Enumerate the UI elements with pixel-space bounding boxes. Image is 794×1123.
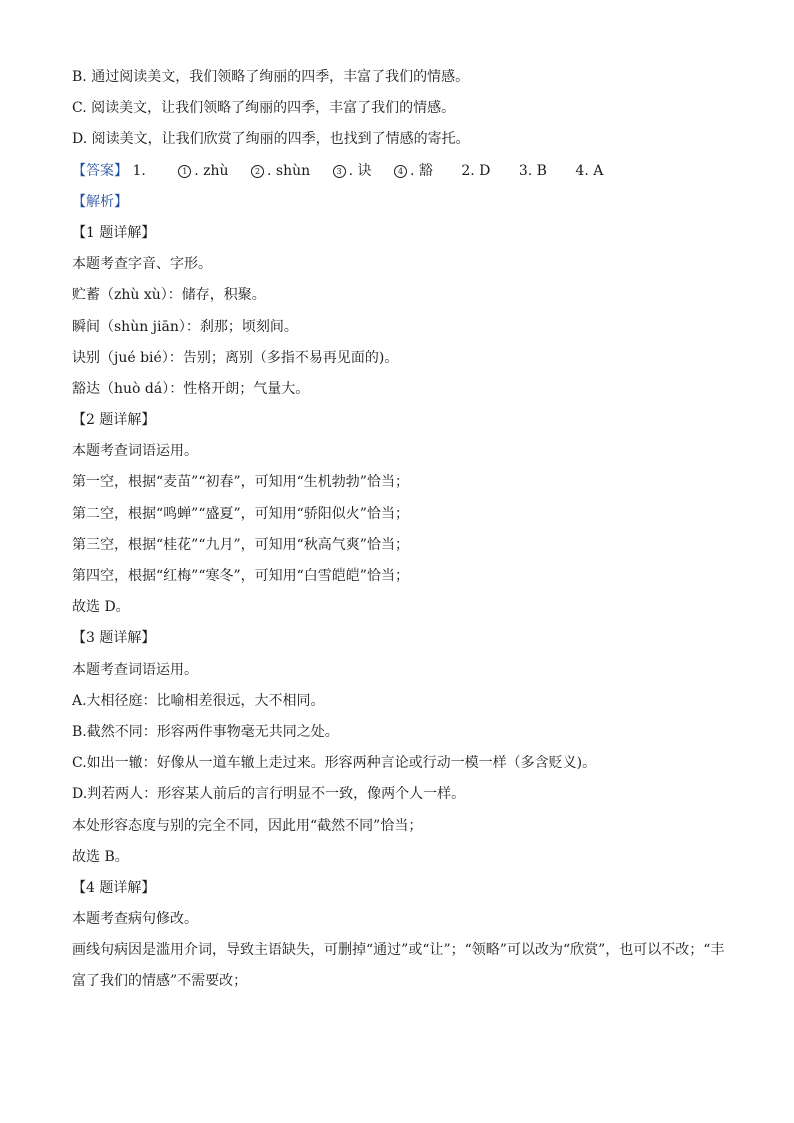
- q2-line: 本题考查词语运用。: [72, 443, 198, 460]
- answer-item-2: 2 . shùn: [251, 156, 310, 187]
- q4-line: 本题考查病句修改。: [72, 911, 198, 928]
- q3-line: A.大相径庭：比喻相差很远，大不相同。: [72, 692, 325, 709]
- option-b: B. 通过阅读美文，我们领略了绚丽的四季，丰富了我们的情感。: [72, 69, 470, 85]
- q1-line: 诀别（jué bié）：告别；离别（多指不易再见面的)。: [72, 349, 399, 366]
- q1-line: 本题考查字音、字形。: [72, 256, 212, 273]
- q2-heading: 【2 题详解】: [72, 412, 156, 429]
- circled-number-2: 2: [251, 165, 264, 178]
- q4-heading: 【4 题详解】: [72, 879, 156, 896]
- q2-line: 第三空，根据“桂花”“九月”，可知用“秋高气爽”恰当；: [72, 536, 409, 553]
- answer-label: 【答案】: [72, 162, 128, 179]
- q1-heading: 【1 题详解】: [72, 224, 156, 241]
- answer-q2: 2. D: [461, 162, 491, 179]
- q1-line: 豁达（huò dá）：性格开朗；气量大。: [72, 380, 310, 397]
- q2-line: 第二空，根据“鸣蝉”“盛夏”，可知用“骄阳似火”恰当；: [72, 505, 409, 522]
- option-d: D. 阅读美文，让我们欣赏了绚丽的四季，也找到了情感的寄托。: [72, 131, 470, 148]
- q1-line: 瞬间（shùn jiān）：刹那；顷刻间。: [72, 318, 298, 335]
- q1-line: 贮蓄（zhù xù）：储存，积聚。: [72, 287, 266, 304]
- q2-line: 第四空，根据“红梅”“寒冬”，可知用“白雪皑皑”恰当；: [72, 568, 409, 584]
- q4-line: 画线句病因是滥用介词，导致主语缺失，可删掉“通过”或“让”；“领略”可以改为“欣赏”，也可以不改；“丰富了我们的情感”不需要改；: [72, 942, 725, 990]
- q3-line: B.截然不同：形容两件事物毫无共同之处。: [72, 723, 339, 740]
- analysis-label: 【解析】: [72, 193, 128, 210]
- q2-line: 第一空，根据“麦苗”“初春”，可知用“生机勃勃”恰当；: [72, 474, 409, 491]
- q3-line: D.判若两人：形容某人前后的言行明显不一致，像两个人一样。: [72, 786, 466, 803]
- q3-line: 本处形容态度与别的完全不同，因此用“截然不同”恰当；: [72, 817, 423, 834]
- circled-number-1: 1: [178, 165, 191, 178]
- q3-line: 本题考查词语运用。: [72, 661, 198, 678]
- q2-line: 故选 D。: [72, 599, 130, 616]
- answer-item-4: 4 . 豁: [394, 156, 433, 187]
- q3-heading: 【3 题详解】: [72, 630, 156, 647]
- answer-q1-label: 1.: [132, 162, 146, 179]
- circled-number-4: 4: [394, 165, 407, 178]
- answer-q4: 4. A: [575, 162, 604, 179]
- document-page: [72, 62, 732, 998]
- circled-number-3: 3: [333, 165, 346, 178]
- option-c: C. 阅读美文，让我们领略了绚丽的四季，丰富了我们的情感。: [72, 100, 456, 117]
- answer-row: [72, 156, 732, 187]
- answer-q3: 3. B: [518, 162, 547, 179]
- answer-item-3: 3 . 诀: [333, 156, 372, 187]
- answer-item-1: 1 . zhù: [178, 156, 228, 187]
- q3-line: C.如出一辙：好像从一道车辙上走过来。形容两种言论或行动一模一样（多含贬义)。: [72, 755, 597, 772]
- q3-line: 故选 B。: [72, 848, 129, 865]
